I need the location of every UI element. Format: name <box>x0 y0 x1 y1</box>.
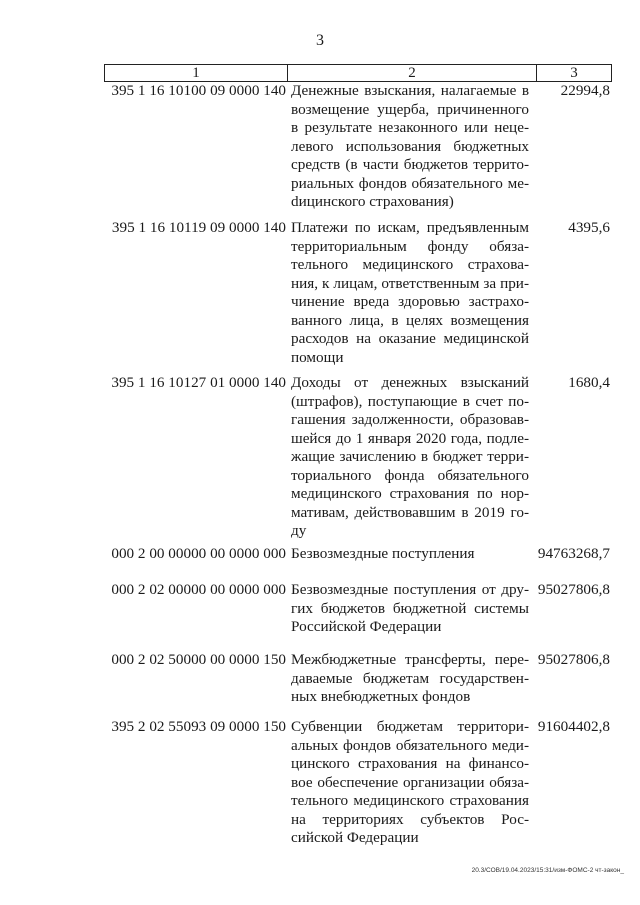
amount: 22994,8 <box>560 82 610 99</box>
amount: 94763268,7 <box>537 545 610 562</box>
income-name: Межбюджетные трансферты, передаваемые бюджетам государственных внебюджетных фондов <box>291 651 529 705</box>
income-name: Субвенции бюджетам территориальных фондов обязательного медицинского страхования на финансовое обеспечение организации обязательного медицинского страхования на территориях субъектов Российской Федерации <box>291 718 529 846</box>
budget-code: 000 2 00 00000 00 0000 000 <box>111 545 286 562</box>
income-name: Платежи по искам, предъявленным территориальным фонду обязательного медицинского страхования, к лицам, ответственным за причинение вреда здоровью застрахованного лица, в целях возмещения расходов на оказание медицинской помощи <box>291 219 529 366</box>
budget-code: 000 2 02 50000 00 0000 150 <box>111 651 286 668</box>
amount: 4395,6 <box>568 219 610 236</box>
amount: 91604402,8 <box>537 718 610 735</box>
budget-code: 000 2 02 00000 00 0000 000 <box>111 581 286 598</box>
header-col-2: 2 <box>288 65 537 81</box>
income-name: Безвозмездные поступления <box>291 545 475 562</box>
budget-code: 395 1 16 10127 01 0000 140 <box>111 374 286 391</box>
document-footer: 20.3/СОВ/19.04.2023/15:31/изм-ФОМС-2 чт-закон_ <box>471 867 624 874</box>
budget-code: 395 1 16 10119 09 0000 140 <box>111 219 286 236</box>
amount: 95027806,8 <box>537 581 610 598</box>
table-header <box>104 64 612 82</box>
header-col-3: 3 <box>570 65 578 81</box>
header-col-1: 1 <box>105 65 288 81</box>
budget-code: 395 1 16 10100 09 0000 140 <box>111 82 286 99</box>
income-name: Денежные взыскания, налагаемые в возмещение ущерба, причиненного в результате незаконного или нецелевого использования бюджетных средств (в части бюджетов территориальных фондов обязательного меdицинского страхования) <box>291 82 529 210</box>
page-number: 3 <box>316 32 324 49</box>
income-name: Безвозмездные поступления от других бюджетов бюджетной системы Российской Федерации <box>291 581 529 635</box>
amount: 1680,4 <box>568 374 610 391</box>
amount: 95027806,8 <box>537 651 610 668</box>
income-name: Доходы от денежных взысканий (штрафов), поступающие в счет погашения задолженности, образовавшейся до 1 января 2020 года, подлежащие зачислению в бюджет территориального фонда обязательного медицинского страхования по нормативам, действовавшим в 2019 году <box>291 374 529 539</box>
budget-code: 395 2 02 55093 09 0000 150 <box>111 718 286 735</box>
